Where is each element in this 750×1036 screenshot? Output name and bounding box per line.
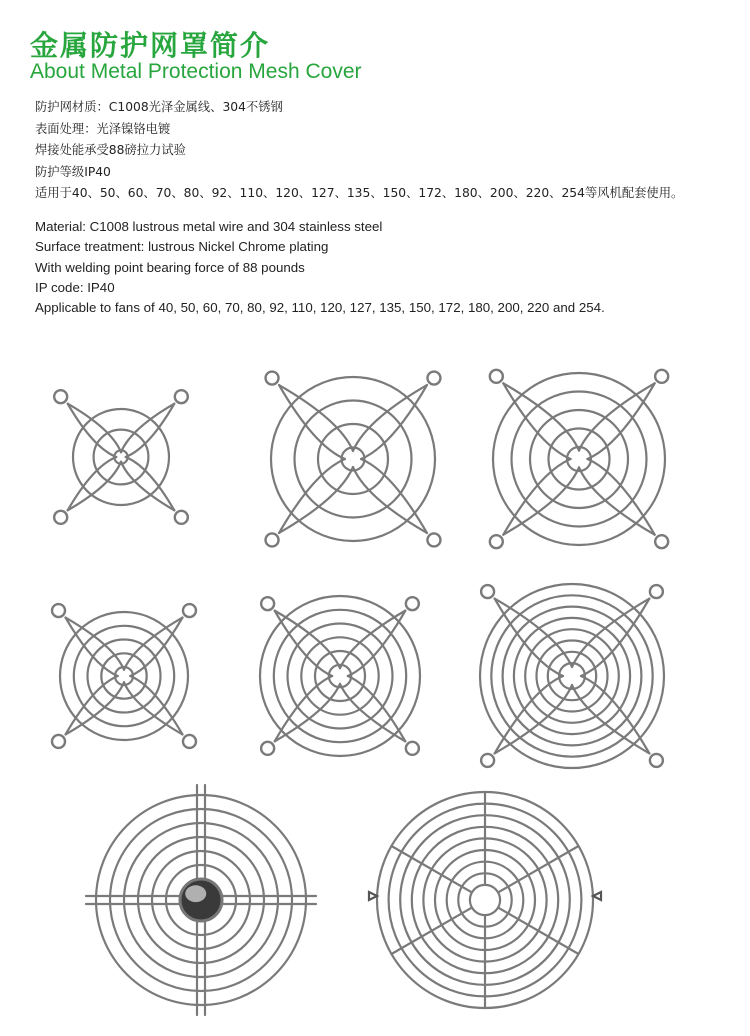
guard-arm — [66, 618, 118, 676]
mounting-loop — [54, 390, 67, 403]
guard-arm — [68, 404, 117, 457]
mounting-loop — [650, 754, 663, 767]
guard-ring — [274, 610, 406, 742]
mounting-loop — [427, 372, 440, 385]
guard-ring — [315, 651, 365, 701]
guard-ring — [470, 885, 500, 915]
guard-ring — [480, 584, 664, 768]
guard-arm — [126, 457, 175, 510]
guard-arm — [66, 682, 124, 734]
guard-arm — [68, 404, 121, 453]
guard-ring — [512, 392, 647, 527]
side-hook — [593, 892, 601, 900]
guard-arm — [353, 385, 427, 451]
mounting-loop — [490, 370, 503, 383]
guard-arm — [361, 459, 427, 533]
spec-material-cn: 防护网材质：C1008光泽金属线、304不锈钢 — [35, 100, 283, 114]
mounting-loop — [175, 390, 188, 403]
mounting-loop — [261, 597, 274, 610]
mounting-loop — [406, 597, 419, 610]
wire-frame — [52, 604, 196, 748]
guard-arm — [279, 385, 345, 459]
spec-surface-cn: 表面处理：光泽镍铬电镀 — [35, 121, 171, 136]
guard-arm — [279, 459, 345, 533]
guard-ring — [101, 653, 146, 698]
wire-frame — [54, 390, 188, 524]
radial-spoke — [391, 846, 471, 892]
spec-applicable-en: Applicable to fans of 40, 50, 60, 70, 80, 92, 110, 120, 127, 135, 150, 172, 180, 200, 220 and 254. — [35, 300, 605, 316]
fan-guard-image-7 — [82, 781, 320, 1019]
wire-frame — [490, 370, 668, 548]
spec-applicable-cn: 适用于40、50、60、70、80、92、110、120、127、135、150、172、180、200、220、254等风机配套使用。 — [35, 186, 684, 200]
guard-arm — [66, 676, 118, 734]
wire-frame — [266, 372, 441, 547]
guard-ring — [549, 429, 610, 490]
mounting-loop — [175, 511, 188, 524]
fan-guard-image-4 — [42, 594, 206, 758]
mounting-loop — [650, 585, 663, 598]
guard-ring — [260, 596, 420, 756]
mounting-loop — [655, 535, 668, 548]
guard-ring — [60, 612, 188, 740]
mounting-loop — [183, 735, 196, 748]
side-hook — [369, 892, 377, 900]
guard-ring — [491, 595, 652, 756]
spec-ip-en: IP code: IP40 — [35, 279, 115, 295]
fan-guard-image-3 — [477, 357, 681, 561]
guard-arm — [126, 404, 175, 457]
guard-ring — [318, 424, 388, 494]
radial-spoke — [391, 908, 471, 954]
radial-spoke — [498, 908, 578, 954]
page-title-cn: 金属防护网罩简介 — [30, 29, 271, 62]
guard-arm — [353, 467, 427, 533]
guard-ring — [288, 624, 393, 729]
guard-arm — [121, 404, 174, 453]
spec-ip-cn: 防护等级IP40 — [35, 164, 111, 179]
mounting-loop — [266, 533, 279, 546]
radial-spoke — [498, 846, 578, 892]
guard-ring — [94, 430, 149, 485]
spec-welding-cn: 焊接处能承受88磅拉力试验 — [35, 143, 186, 157]
guard-arm — [124, 618, 182, 670]
wire-frame — [369, 792, 601, 1008]
fan-guard-image-8 — [363, 778, 607, 1022]
specs-english — [35, 217, 605, 318]
guard-ring — [74, 626, 174, 726]
guard-arm — [279, 467, 353, 533]
center-hub-highlight — [185, 885, 206, 902]
specs-chinese — [35, 97, 683, 205]
guard-ring — [503, 607, 642, 746]
mounting-loop — [52, 604, 65, 617]
guard-arm — [130, 676, 182, 734]
fan-guard-image-5 — [246, 582, 434, 770]
mounting-loop — [266, 372, 279, 385]
guard-arm — [121, 462, 174, 511]
guard-ring — [73, 409, 169, 505]
guard-ring — [88, 640, 161, 713]
mounting-loop — [490, 535, 503, 548]
mounting-loop — [481, 754, 494, 767]
mounting-loop — [183, 604, 196, 617]
fan-guard-image-6 — [466, 570, 678, 782]
mounting-loop — [481, 585, 494, 598]
wire-frame — [480, 584, 664, 768]
guard-arm — [130, 618, 182, 676]
fan-guard-image-1 — [45, 381, 197, 533]
guard-arm — [124, 682, 182, 734]
mounting-loop — [261, 742, 274, 755]
guard-ring — [530, 410, 628, 508]
mounting-loop — [427, 533, 440, 546]
guard-ring — [301, 637, 378, 714]
guard-arm — [66, 618, 124, 670]
guard-arm — [68, 457, 117, 510]
guard-ring — [548, 652, 596, 700]
fan-guard-image-2 — [253, 359, 453, 559]
spec-surface-en: Surface treatment: lustrous Nickel Chrome plating — [35, 239, 329, 255]
mounting-loop — [406, 742, 419, 755]
guard-arm — [68, 462, 121, 511]
mounting-loop — [54, 511, 67, 524]
spec-welding-en: With welding point bearing force of 88 pounds — [35, 259, 305, 275]
spec-material-en: Material: C1008 lustrous metal wire and 304 stainless steel — [35, 219, 383, 234]
wire-frame — [260, 596, 420, 756]
guard-ring — [295, 401, 412, 518]
mounting-loop — [52, 735, 65, 748]
guard-arm — [279, 385, 353, 451]
guard-arm — [361, 385, 427, 459]
page-title-en: About Metal Protection Mesh Cover — [30, 60, 362, 83]
mounting-loop — [655, 370, 668, 383]
guard-ring — [525, 629, 619, 723]
guard-ring — [493, 373, 665, 545]
guard-ring — [514, 618, 630, 734]
